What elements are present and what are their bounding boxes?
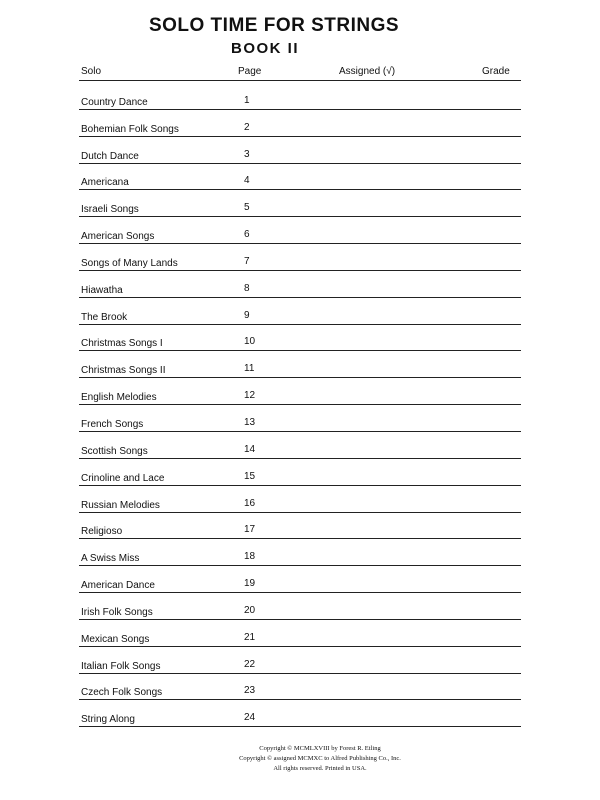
copyright-line-1: Copyright © MCMLXVIII by Forest R. Etling <box>259 745 381 752</box>
row-divider <box>79 592 521 593</box>
column-header-solo: Solo <box>81 66 102 77</box>
row-divider <box>79 243 521 244</box>
solo-title: Christmas Songs I <box>81 338 163 350</box>
row-divider <box>79 297 521 298</box>
page-number: 19 <box>244 578 256 590</box>
page-number: 6 <box>244 229 250 241</box>
page-number: 4 <box>244 175 250 187</box>
page-number: 13 <box>244 416 256 428</box>
column-header-page: Page <box>238 66 262 77</box>
page-number: 18 <box>244 551 256 563</box>
table-row <box>0 352 600 379</box>
table-row <box>0 84 600 111</box>
row-divider <box>79 538 521 539</box>
table-row <box>0 218 600 245</box>
solo-title: American Songs <box>81 231 155 243</box>
table-row <box>0 433 600 460</box>
solo-title: American Dance <box>81 580 155 592</box>
row-divider <box>79 324 521 325</box>
header-divider <box>79 80 521 81</box>
table-row <box>0 594 600 621</box>
solo-title: Hiawatha <box>81 284 123 296</box>
page-subtitle: BOOK II <box>230 40 299 57</box>
table-row <box>0 326 600 353</box>
page-number: 21 <box>244 631 256 643</box>
table-row <box>0 460 600 487</box>
solo-title: Israeli Songs <box>81 204 139 216</box>
solo-title: Irish Folk Songs <box>81 606 153 618</box>
page-number: 22 <box>244 658 256 670</box>
solo-title: Mexican Songs <box>81 633 150 645</box>
page-number: 24 <box>244 712 256 724</box>
row-divider <box>79 512 521 513</box>
table-row <box>0 245 600 272</box>
row-divider <box>79 431 521 432</box>
table-row <box>0 701 600 728</box>
page-number: 14 <box>244 443 256 455</box>
column-header-grade: Grade <box>482 66 510 77</box>
solo-title: Crinoline and Lace <box>81 472 165 484</box>
solo-title: Dutch Dance <box>81 150 139 162</box>
solo-title: Christmas Songs II <box>81 365 166 377</box>
copyright-line-2: Copyright © assigned MCMXC to Alfred Publishing Co., Inc. <box>239 755 401 762</box>
table-row <box>0 675 600 702</box>
row-divider <box>79 377 521 378</box>
table-row <box>0 621 600 648</box>
row-divider <box>79 646 521 647</box>
row-divider <box>79 458 521 459</box>
page-number: 10 <box>244 336 256 348</box>
solo-list <box>0 84 600 728</box>
table-row <box>0 111 600 138</box>
table-row <box>0 648 600 675</box>
page-number: 17 <box>244 524 256 536</box>
table-row <box>0 540 600 567</box>
table-row <box>0 165 600 192</box>
solo-title: A Swiss Miss <box>81 553 140 565</box>
solo-title: Russian Melodies <box>81 499 160 511</box>
solo-title: English Melodies <box>81 392 157 404</box>
row-divider <box>79 699 521 700</box>
table-row <box>0 299 600 326</box>
page-number: 11 <box>244 363 255 375</box>
table-row <box>0 487 600 514</box>
page-number: 8 <box>244 282 250 294</box>
page-number: 3 <box>244 148 250 160</box>
page-number: 15 <box>244 470 256 482</box>
solo-title: French Songs <box>81 418 144 430</box>
column-header-assigned: Assigned (√) <box>339 66 396 77</box>
table-row <box>0 567 600 594</box>
row-divider <box>79 270 521 271</box>
table-row <box>0 406 600 433</box>
solo-title: Scottish Songs <box>81 445 148 457</box>
solo-title: Bohemian Folk Songs <box>81 123 179 135</box>
row-divider <box>79 216 521 217</box>
copyright-footer <box>0 744 600 774</box>
page-title: SOLO TIME FOR STRINGS <box>148 15 400 36</box>
page-number: 5 <box>244 202 250 214</box>
row-divider <box>79 673 521 674</box>
row-divider <box>79 350 521 351</box>
solo-title: Italian Folk Songs <box>81 660 161 672</box>
solo-title: Religioso <box>81 526 123 538</box>
table-header <box>0 66 600 80</box>
row-divider <box>79 136 521 137</box>
page-number: 7 <box>244 255 250 267</box>
table-row <box>0 514 600 541</box>
page-number: 23 <box>244 685 256 697</box>
row-divider <box>79 163 521 164</box>
table-row <box>0 379 600 406</box>
row-divider <box>79 565 521 566</box>
row-divider <box>79 109 521 110</box>
solo-title: Songs of Many Lands <box>81 257 178 269</box>
solo-title: String Along <box>81 714 135 726</box>
table-row <box>0 138 600 165</box>
page-number: 2 <box>244 121 250 133</box>
row-divider <box>79 189 521 190</box>
page-number: 16 <box>244 497 256 509</box>
solo-title: The Brook <box>81 311 128 323</box>
table-row <box>0 272 600 299</box>
page-number: 9 <box>244 309 250 321</box>
page-number: 1 <box>244 94 250 106</box>
table-row <box>0 191 600 218</box>
row-divider <box>79 404 521 405</box>
copyright-line-3: All rights reserved. Printed in USA. <box>273 765 367 772</box>
row-divider <box>79 726 521 727</box>
solo-title: Americana <box>81 177 129 189</box>
page-number: 12 <box>244 390 256 402</box>
solo-title: Country Dance <box>81 96 148 108</box>
row-divider <box>79 485 521 486</box>
page-number: 20 <box>244 604 256 616</box>
row-divider <box>79 619 521 620</box>
solo-title: Czech Folk Songs <box>81 687 163 699</box>
